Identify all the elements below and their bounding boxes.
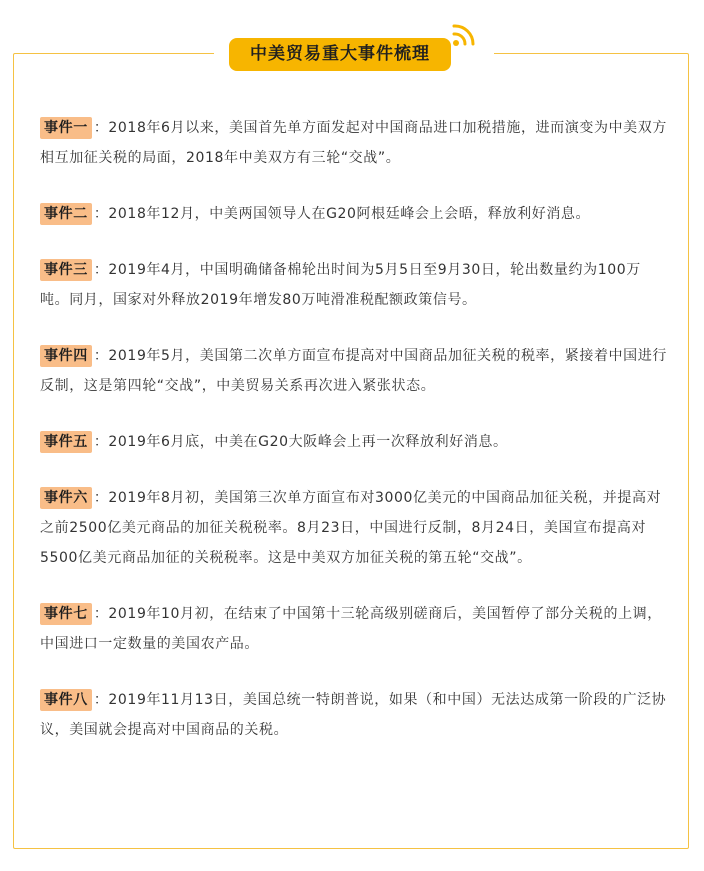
event-item (40, 599, 668, 659)
event-text: 2018年12月，中美两国领导人在G20阿根廷峰会上会晤，释放利好消息。 (108, 206, 591, 222)
event-separator: ： (93, 490, 109, 506)
event-tag: 事件八 (40, 689, 92, 711)
event-separator: ： (93, 206, 109, 222)
event-text: 2018年6月以来，美国首先单方面发起对中国商品进口加税措施，进而演变为中美双方相互加征关税的局面，2018年中美双方有三轮“交战”。 (40, 120, 667, 166)
event-tag: 事件四 (40, 345, 92, 367)
event-item (40, 199, 668, 229)
event-tag: 事件五 (40, 431, 92, 453)
event-item (40, 341, 668, 401)
event-tag: 事件二 (40, 203, 92, 225)
event-text: 2019年5月，美国第二次单方面宣布提高对中国商品加征关税的税率，紧接着中国进行反制，这是第四轮“交战”，中美贸易关系再次进入紧张状态。 (40, 348, 667, 394)
event-text: 2019年10月初，在结束了中国第十三轮高级别磋商后，美国暂停了部分关税的上调，中国进口一定数量的美国农产品。 (40, 606, 662, 652)
event-item (40, 427, 668, 457)
event-text: 2019年4月，中国明确储备棉轮出时间为5月5日至9月30日，轮出数量约为100万吨。同月，国家对外释放2019年增发80万吨滑准税配额政策信号。 (40, 262, 641, 308)
page-title: 中美贸易重大事件梳理 (229, 38, 451, 71)
event-text: 2019年11月13日，美国总统一特朗普说，如果（和中国）无法达成第一阶段的广泛协议，美国就会提高对中国商品的关税。 (40, 692, 667, 738)
event-item (40, 483, 668, 573)
event-list (40, 113, 668, 745)
event-tag: 事件七 (40, 603, 92, 625)
event-separator: ： (93, 606, 109, 622)
event-item (40, 113, 668, 173)
event-separator: ： (93, 262, 109, 278)
event-separator: ： (93, 348, 109, 364)
event-text: 2019年6月底，中美在G20大阪峰会上再一次释放利好消息。 (108, 434, 508, 450)
event-tag: 事件三 (40, 259, 92, 281)
event-tag: 事件一 (40, 117, 92, 139)
event-tag: 事件六 (40, 487, 92, 509)
event-item (40, 685, 668, 745)
signal-icon (450, 22, 478, 48)
event-item (40, 255, 668, 315)
event-text: 2019年8月初，美国第三次单方面宣布对3000亿美元的中国商品加征关税，并提高对之前2500亿美元商品的加征关税税率。8月23日，中国进行反制，8月24日，美国宣布提高对5500亿美元商品加征的关税税率。这是中美双方加征关税的第五轮“交战”。 (40, 490, 662, 566)
event-separator: ： (93, 120, 109, 136)
event-separator: ： (93, 692, 109, 708)
event-separator: ： (93, 434, 109, 450)
